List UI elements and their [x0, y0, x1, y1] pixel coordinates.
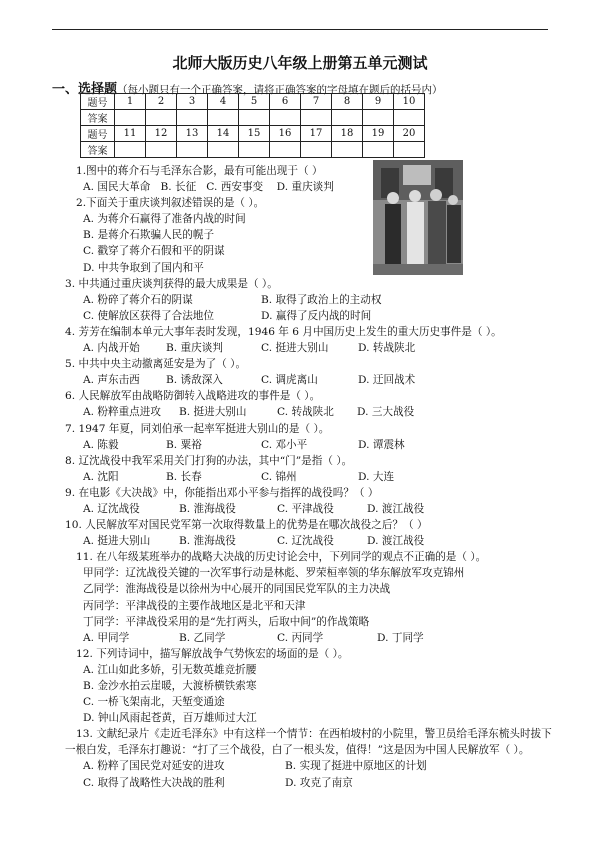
answer-cell[interactable] [177, 142, 208, 158]
option: B. 粟裕 [166, 438, 202, 451]
answer-cell[interactable] [363, 142, 394, 158]
question-1-stem: 1.图中的蒋介石与毛泽东合影，最有可能出现于（ ） [76, 165, 323, 177]
answer-cell[interactable] [270, 110, 301, 126]
option: D. 迂回战术 [358, 374, 416, 387]
answer-cell[interactable] [115, 142, 146, 158]
question-4-stem: 4. 芳芳在编制本单元大事年表时发现，1946 年 6 月中国历史上发生的重大历史事件是（ ）。 [65, 325, 502, 338]
answer-cell[interactable] [239, 142, 270, 158]
question-6-stem: 6. 人民解放军由战略防御转入战略进攻的事件是（ ）。 [65, 390, 321, 403]
option: A. 粉碎了蒋介石的阴谋 [83, 293, 193, 306]
question-9-stem: 9. 在电影《大决战》中，你能指出邓小平参与指挥的战役吗？（ ） [65, 486, 379, 499]
question-9-options [65, 501, 565, 517]
number-cell: 17 [301, 126, 332, 142]
option: A. 国民大革命 [83, 181, 151, 194]
option: A. 粉粹重点进攻 [83, 406, 161, 419]
option: A. 内战开始 [83, 342, 140, 355]
answer-table [80, 93, 425, 158]
option: D. 中共争取到了国内和平 [83, 261, 204, 274]
option: A. 沈阳 [83, 470, 119, 483]
option: A. 声东击西 [83, 374, 140, 387]
answer-cell[interactable] [332, 142, 363, 158]
option: A. 挺进大别山 [83, 535, 151, 548]
option: A. 为蒋介石赢得了准备内战的时间 [83, 213, 246, 226]
number-cell: 14 [208, 126, 239, 142]
number-cell: 13 [177, 126, 208, 142]
question-list [65, 163, 565, 791]
answer-cell[interactable] [115, 110, 146, 126]
table-row [81, 126, 425, 142]
question-8-stem: 8. 辽沈战役中我军采用关门打狗的办法，其中“门”是指（ ）。 [65, 454, 353, 467]
option: B. 实现了挺进中原地区的计划 [285, 760, 427, 773]
number-cell: 9 [363, 94, 394, 110]
page-title: 北师大版历史八年级上册第五单元测试 [172, 54, 428, 72]
student-opinion: 丙同学：平津战役的主要作战地区是北平和天津 [83, 599, 306, 612]
option: C. 一桥飞架南北，天堑变通途 [83, 696, 225, 709]
question-3-options-2 [65, 308, 565, 324]
section-label: 一、选择题 [52, 82, 118, 97]
option: D. 大连 [358, 470, 395, 483]
question-4-options [65, 340, 565, 356]
option: D. 攻克了南京 [285, 776, 353, 789]
option: C. 转战陕北 [277, 406, 334, 419]
question-11-options [65, 630, 565, 646]
answer-cell[interactable] [363, 110, 394, 126]
option: A. 陈毅 [83, 438, 119, 451]
option: D. 钟山风雨起苍黄，百万雄师过大江 [83, 712, 257, 725]
answer-cell[interactable] [146, 142, 177, 158]
answer-cell[interactable] [332, 110, 363, 126]
number-cell: 8 [332, 94, 363, 110]
option: C. 锦州 [261, 470, 297, 483]
answer-cell[interactable] [301, 142, 332, 158]
table-row [81, 94, 425, 110]
answer-cell[interactable] [177, 110, 208, 126]
question-7-options [65, 437, 565, 453]
number-cell: 2 [146, 94, 177, 110]
question-11-stem: 11. 在八年级某班举办的战略大决战的历史讨论会中，下列同学的观点不正确的是（ ）。 [76, 551, 487, 564]
option: C. 戳穿了蒋介石假和平的阴谋 [83, 245, 225, 258]
section-instruction: （每小题只有一个正确答案，请将正确答案的字母填在题后的括号内） [117, 84, 443, 96]
option: C. 挺进大别山 [261, 342, 329, 355]
option: D. 渡江战役 [367, 502, 425, 515]
option: D. 三大战役 [357, 406, 415, 419]
number-cell: 20 [394, 126, 425, 142]
number-cell: 12 [146, 126, 177, 142]
option: B. 乙同学 [179, 631, 226, 644]
answer-cell[interactable] [270, 142, 301, 158]
option: B. 取得了政治上的主动权 [261, 293, 382, 306]
header-cell: 题号 [81, 126, 115, 142]
student-opinion: 甲同学：辽沈战役关键的一次军事行动是林彪、罗荣桓率领的华东解放军攻克锦州 [83, 567, 465, 580]
option: C. 平津战役 [277, 502, 334, 515]
question-3-options-1 [65, 292, 565, 308]
option: B. 是蒋介石欺骗人民的幌子 [83, 229, 215, 242]
number-cell: 11 [115, 126, 146, 142]
number-cell: 3 [177, 94, 208, 110]
answer-cell[interactable] [146, 110, 177, 126]
option: C. 丙同学 [277, 631, 324, 644]
option: B. 重庆谈判 [166, 342, 223, 355]
number-cell: 15 [239, 126, 270, 142]
option: C. 使解放区获得了合法地位 [83, 309, 214, 322]
answer-cell[interactable] [208, 142, 239, 158]
question-5-stem: 5. 中共中央主动撤离延安是为了（ ）。 [65, 358, 247, 371]
answer-label-cell: 答案 [81, 110, 115, 126]
option: B. 长征 [160, 181, 197, 194]
question-7-stem: 7. 1947 年夏，同刘伯承一起率军挺进大别山的是（ ）。 [65, 422, 330, 435]
question-13-options-2 [65, 775, 565, 791]
table-row [81, 110, 425, 126]
number-cell: 18 [332, 126, 363, 142]
option: C. 邓小平 [261, 438, 308, 451]
question-13-options-1 [65, 758, 565, 774]
header-rule [52, 29, 548, 30]
student-opinion: 丁同学：平津战役采用的是“先打两头，后取中间”的作战策略 [83, 615, 370, 628]
question-13-stem: 13. 文献纪录片《走近毛泽东》中有这样一个情节：在西柏坡村的小院里，警卫员给毛泽东梳头时拔下 [76, 728, 552, 741]
question-6-options [65, 404, 565, 420]
option: B. 金沙水拍云崖暖，大渡桥横铁索寒 [83, 680, 257, 692]
question-2-stem: 2.下面关于重庆谈判叙述错误的是（ ）。 [76, 197, 265, 210]
question-3-stem: 3. 中共通过重庆谈判获得的最大成果是（ ）。 [65, 277, 278, 290]
number-cell: 16 [270, 126, 301, 142]
number-cell: 19 [363, 126, 394, 142]
option: A. 江山如此多娇，引无数英雄竞折腰 [83, 663, 257, 676]
option: B. 诱敌深入 [166, 374, 223, 387]
option: B. 淮海战役 [179, 502, 236, 515]
question-10-options [65, 533, 565, 549]
question-13-stem-cont: 一根白发，毛泽东打趣说：“打了三个战役，白了一根头发，值得！”这是因为中国人民解放军（ ）。 [65, 744, 530, 757]
option: D. 赢得了反内战的时间 [261, 309, 372, 322]
answer-cell[interactable] [394, 142, 425, 158]
option: D. 转战陕北 [358, 342, 416, 355]
option: B. 挺进大别山 [179, 406, 247, 419]
header-cell: 题号 [81, 94, 115, 110]
table-row [81, 142, 425, 158]
number-cell: 4 [208, 94, 239, 110]
answer-cell[interactable] [301, 110, 332, 126]
option: D. 谭震林 [358, 438, 405, 451]
answer-cell[interactable] [239, 110, 270, 126]
number-cell: 7 [301, 94, 332, 110]
answer-label-cell: 答案 [81, 142, 115, 158]
question-5-options [65, 372, 565, 388]
answer-cell[interactable] [208, 110, 239, 126]
question-12-stem: 12. 下列诗词中，描写解放战争气势恢宏的场面的是（ ）。 [76, 647, 349, 660]
question-8-options [65, 469, 565, 485]
option: D. 渡江战役 [367, 535, 425, 548]
option: C. 取得了战略性大决战的胜利 [83, 776, 225, 789]
number-cell: 5 [239, 94, 270, 110]
option: B. 淮海战役 [179, 535, 236, 548]
option: A. 甲同学 [83, 631, 130, 644]
number-cell: 10 [394, 94, 425, 110]
number-cell: 6 [270, 94, 301, 110]
student-opinion: 乙同学：淮海战役是以徐州为中心展开的同国民党军队的主力决战 [83, 583, 391, 596]
option: A. 粉粹了国民党对延安的进攻 [83, 760, 225, 773]
option: D. 重庆谈判 [276, 181, 334, 194]
option: C. 调虎离山 [261, 374, 318, 387]
option: C. 西安事变 [206, 181, 264, 194]
question-1-options [65, 179, 565, 195]
answer-cell[interactable] [394, 110, 425, 126]
question-10-stem: 10. 人民解放军对国民党军第一次取得数量上的优势是在哪次战役之后？（ ） [65, 519, 428, 532]
number-cell: 1 [115, 94, 146, 110]
option: C. 辽沈战役 [277, 535, 334, 548]
option: B. 长春 [166, 470, 202, 483]
option: D. 丁同学 [377, 631, 424, 644]
option: A. 辽沈战役 [83, 502, 140, 515]
